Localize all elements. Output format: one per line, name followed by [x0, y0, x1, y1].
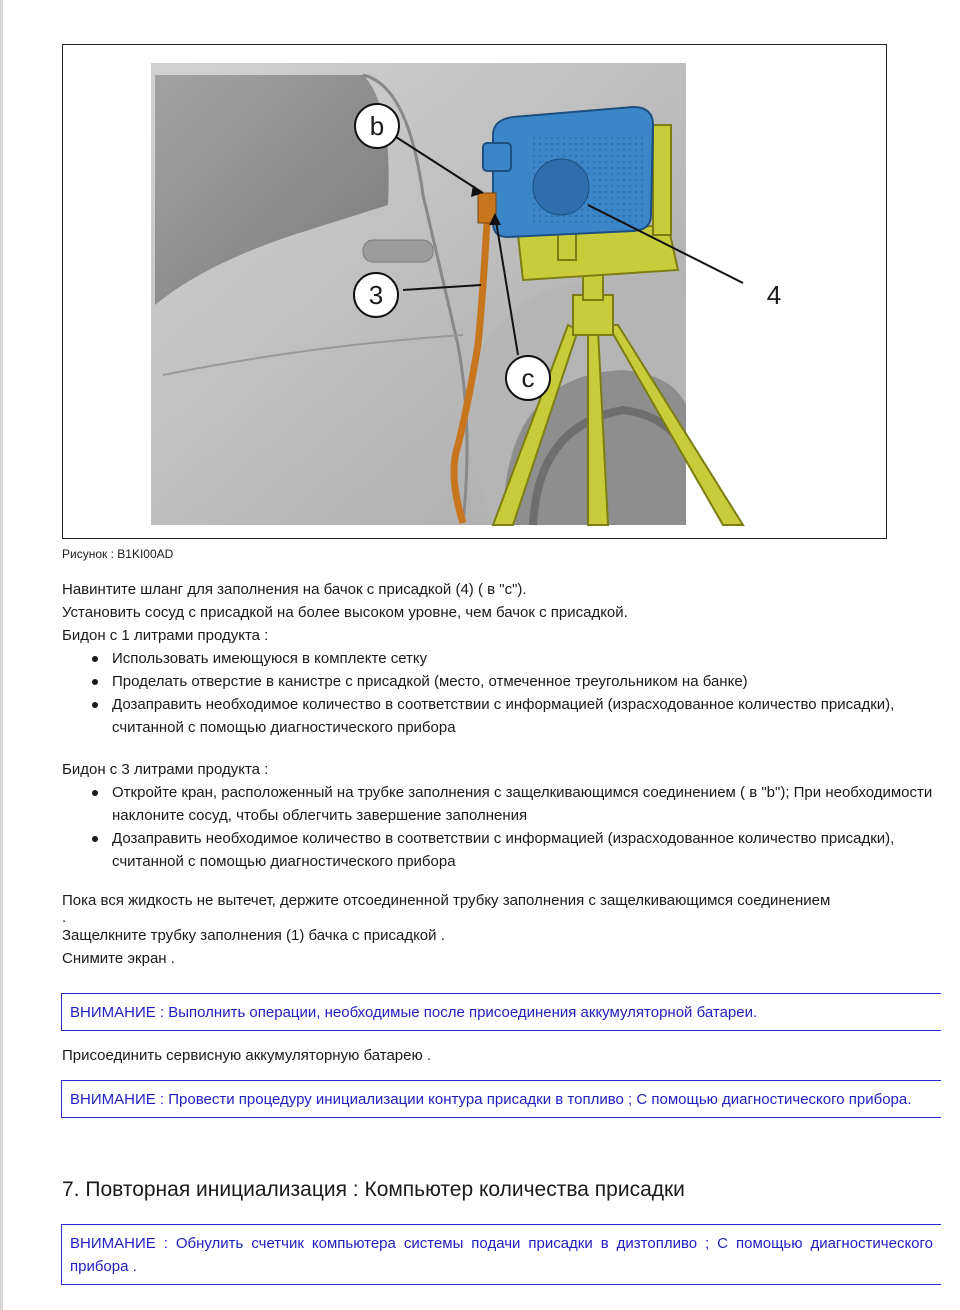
door-handle-shape: [363, 240, 433, 262]
battery-line: Присоединить сервисную аккумуляторную батарею .: [62, 1047, 432, 1064]
figure-frame: [62, 44, 887, 539]
callout-3-label: 3: [368, 280, 384, 310]
list-item: Дозаправить необходимое количество в соответствии с информацией (израсходованное количество присадки), считанной с помощью диагностического прибора: [112, 693, 942, 739]
list-item: Проделать отверстие в канистре с присадкой (место, отмеченное треугольником на банке): [112, 670, 942, 693]
battery-paragraph: [62, 1044, 942, 1067]
page-left-edge: [0, 0, 3, 1310]
intro-line-1: Навинтите шланг для заполнения на бачок с присадкой (4) ( в "с").: [62, 581, 527, 598]
after-line-3: Снимите экран .: [62, 950, 175, 967]
after-line-1-cont: .: [62, 909, 67, 926]
callout-c-label: c: [521, 363, 535, 393]
additive-can: [483, 107, 653, 237]
list-item: Использовать имеющуюся в комплекте сетку: [112, 647, 942, 670]
after-line-2: Защелкните трубку заполнения (1) бачка с присадкой .: [62, 927, 445, 944]
list-3l-can: [62, 781, 942, 873]
after-line-1: Пока вся жидкость не вытечет, держите отсоединенной трубку заполнения с защелкивающимся соединением: [62, 892, 831, 909]
instructions-block-2: [62, 758, 942, 873]
warning-note-3: ВНИМАНИЕ : Обнулить счетчик компьютера системы подачи присадки в дизтопливо ; С помощью диагностического прибора .: [61, 1224, 941, 1285]
instructions-block: [62, 578, 942, 739]
callout-b-label: b: [369, 111, 385, 141]
list2-heading: Бидон с 3 литрами продукта :: [62, 761, 269, 778]
warning-note-1: ВНИМАНИЕ : Выполнить операции, необходимые после присоединения аккумуляторной батареи.: [61, 993, 941, 1031]
list-item: Дозаправить необходимое количество в соответствии с информацией (израсходованное количество присадки), считанной с помощью диагностического прибора: [112, 827, 942, 873]
warning-note-2: ВНИМАНИЕ : Провести процедуру инициализации контура присадки в топливо ; С помощью диагностического прибора.: [61, 1080, 941, 1118]
diagram-illustration: [63, 45, 887, 539]
intro-line-3: Бидон с 1 литрами продукта :: [62, 627, 269, 644]
intro-line-2: Установить сосуд с присадкой на более высоком уровне, чем бачок с присадкой.: [62, 604, 628, 621]
section-title: 7. Повторная инициализация : Компьютер количества присадки: [62, 1178, 685, 1201]
list-item: Откройте кран, расположенный на трубке заполнения с защелкивающимся соединением ( в "b"); При необходимости наклоните сосуд, чтобы облегчить завершение заполнения: [112, 781, 942, 827]
list-1l-can: [62, 647, 942, 739]
instructions-block-3: [62, 889, 940, 970]
figure-caption: Рисунок : B1KI00AD: [62, 547, 174, 561]
callout-4-label: 4: [766, 280, 782, 310]
